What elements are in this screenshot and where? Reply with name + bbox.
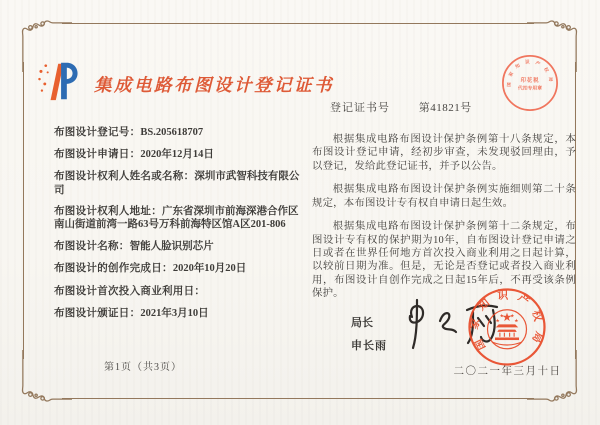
field-label: 布图设计的创作完成日： <box>54 263 173 275</box>
director-name: 申长雨 <box>351 340 387 352</box>
field-row <box>54 240 302 254</box>
field-row <box>54 148 302 162</box>
svg-text:国家知识产权局 <box>466 287 547 352</box>
issue-date: 二〇二一年三月十日 <box>453 366 562 377</box>
field-row <box>54 126 302 140</box>
field-value: 2020年12月14日 <box>140 149 214 161</box>
certificate-header <box>36 58 334 104</box>
field-value: 广东省深圳市前海深港合作区南山街道前湾一路63号万科前海特区馆A区201-806 <box>54 205 299 231</box>
frame-border-top <box>62 23 534 24</box>
director-title: 局长 <box>351 317 373 329</box>
field-row <box>54 262 302 276</box>
field-label: 布图设计名称： <box>54 241 130 253</box>
field-value: 深圳市武智科技有限公司 <box>54 171 300 196</box>
cert-number-row <box>330 99 472 115</box>
national-emblem-icon <box>488 310 527 349</box>
field-label: 布图设计权利人姓名或名称： <box>54 171 195 183</box>
issue-seal <box>462 282 552 372</box>
field-label: 布图设计申请日： <box>54 149 141 161</box>
field-label: 布图设计权利人地址： <box>54 205 162 217</box>
frame-border-bottom <box>62 398 534 399</box>
fields-column <box>54 126 302 329</box>
body-paragraph: 根据集成电路布图设计保护条例实施细则第二十条规定，本布图设计专有权自申请日起生效。 <box>312 184 576 209</box>
tax-seal-line1: 印花税 <box>520 78 540 85</box>
body-paragraph: 根据集成电路布图设计保护条例第十八条规定，本布图设计登记申请，经初步审查，未发现驳回理由，予以登记，发给此登记证书，并予以公告。 <box>312 134 576 172</box>
corner-ornament-icon <box>20 350 72 402</box>
frame-border-left <box>23 62 24 359</box>
field-row <box>54 285 302 299</box>
issue-seal-agency-text: 国家知识产权局 <box>468 289 546 352</box>
cert-number-value: 第41821号 <box>418 102 472 114</box>
field-value: 2020年10月20日 <box>172 263 247 275</box>
tax-seal-arc-text: 国家知识产权局 <box>506 59 554 87</box>
field-value: 智能人脸识别芯片 <box>129 241 214 253</box>
field-row <box>54 205 302 232</box>
field-row <box>54 170 302 197</box>
field-value: 2021年3月10日 <box>140 307 209 319</box>
field-label: 布图设计登记号： <box>54 127 141 138</box>
body-paragraph: 根据集成电路布图设计保护条例第十二条规定，布图设计专有权的保护期为10年，自布图设计登记申请之日或者在世界任何地方首次投入商业利用之日起计算，以较前日期为准。但是，无论是否登记或者投入商业利用，布图设计自创作完成之日起15年后，不再受该条例保护。 <box>312 221 576 300</box>
field-row <box>54 307 302 321</box>
tax-seal-line2: 代扣专用章 <box>517 86 543 92</box>
page-footer: 第1页（共3页） <box>104 362 182 373</box>
page-title: 集成电路布图设计登记证书 <box>94 74 334 95</box>
signer-block <box>351 314 387 353</box>
field-label: 布图设计首次投入商业利用日： <box>54 285 206 297</box>
cert-number-label: 登记证书号 <box>330 102 390 114</box>
field-label: 布图设计颁证日： <box>54 307 141 319</box>
ip-logo-icon <box>36 58 90 104</box>
field-value: BS.205618707 <box>140 127 204 138</box>
tax-stamp-seal <box>500 53 560 113</box>
